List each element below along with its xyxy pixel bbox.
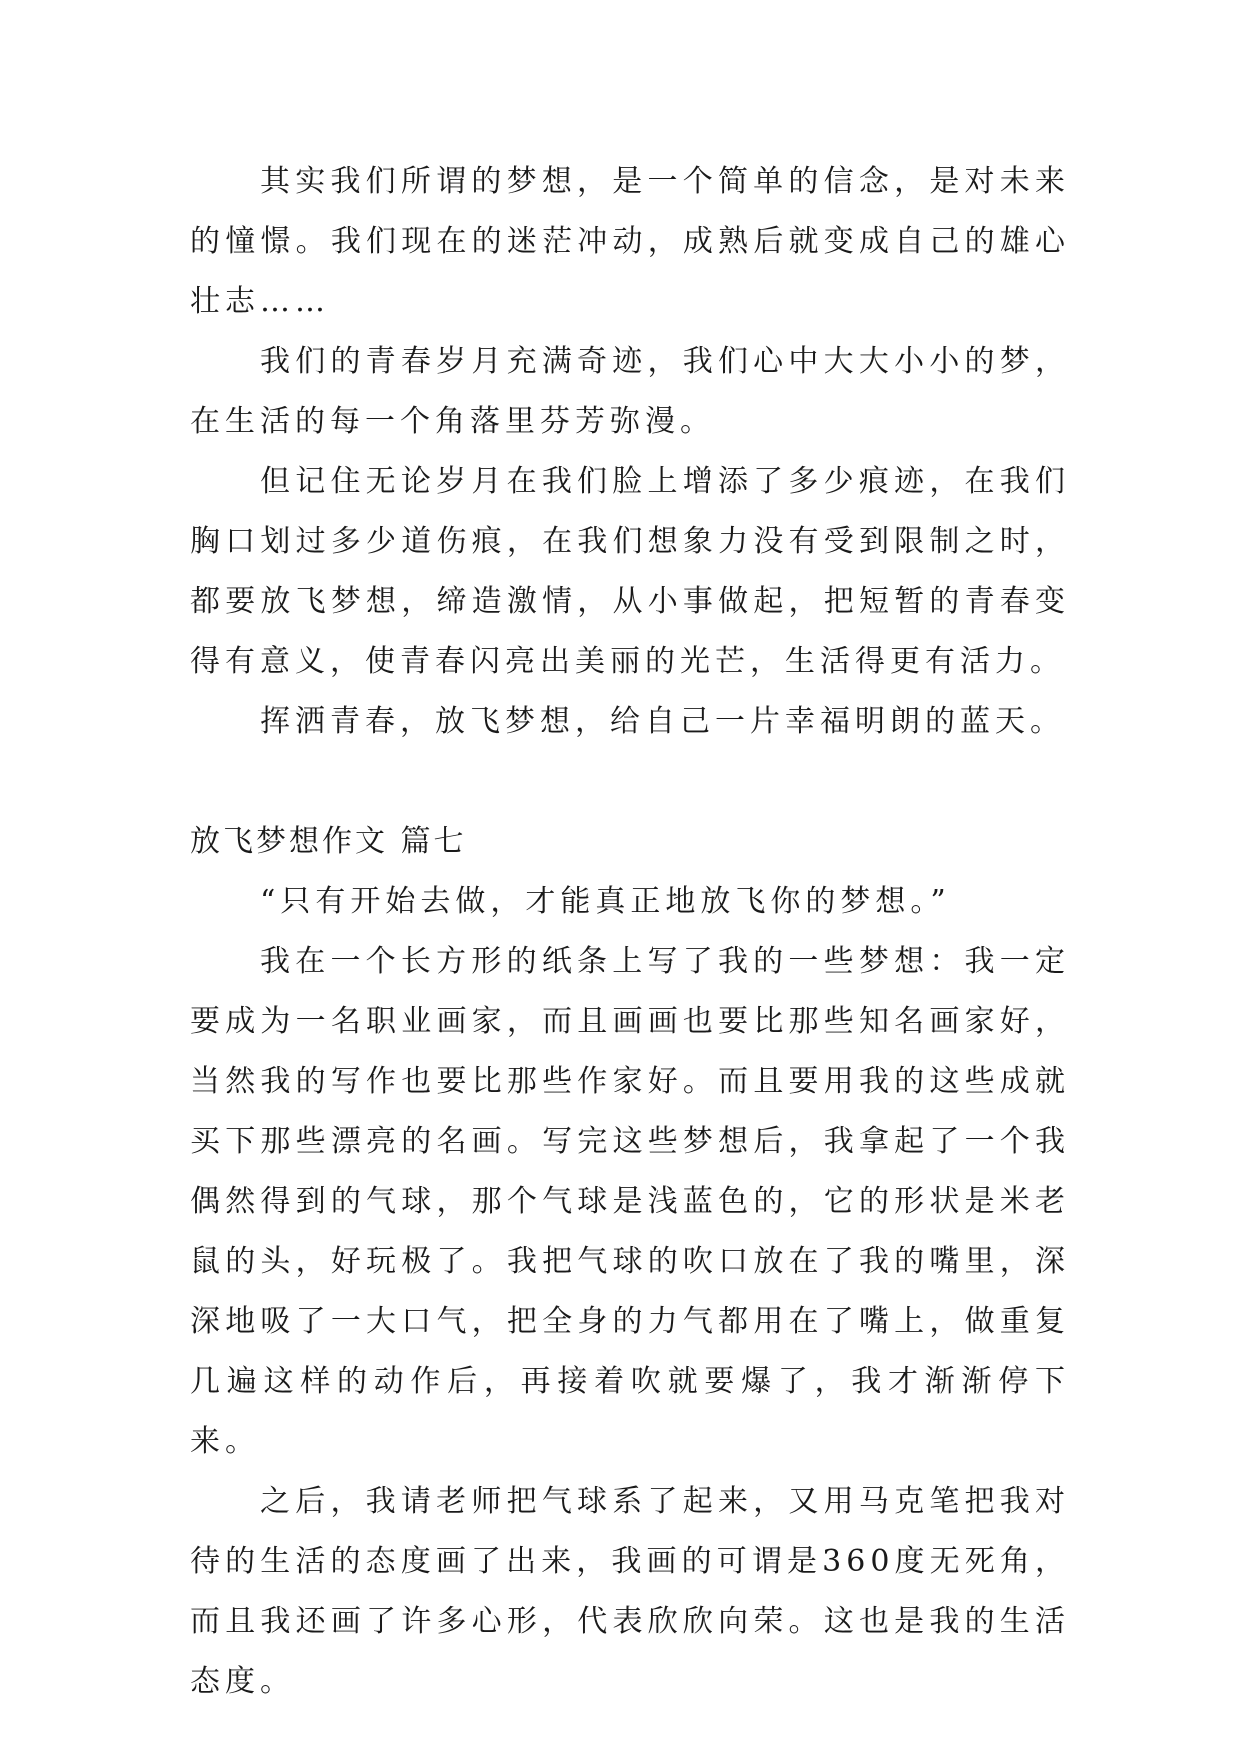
paragraph: 我在一个长方形的纸条上写了我的一些梦想：我一定要成为一名职业画家，而且画画也要比那些知名画家好，当然我的写作也要比那些作家好。而且要用我的这些成就买下那些漂亮的名画。写完这些梦想后，我拿起了一个我偶然得到的气球，那个气球是浅蓝色的，它的形状是米老鼠的头，好玩极了。我把气球的吹口放在了我的嘴里，深深地吸了一大口气，把全身的力气都用在了嘴上，做重复几遍这样的动作后，再接着吹就要爆了，我才渐渐停下来。 (190, 944, 1070, 1459)
document-page (190, 152, 1070, 1712)
section-heading: 放飞梦想作文 篇七 (190, 824, 467, 859)
paragraph: 我们的青春岁月充满奇迹，我们心中大大小小的梦，在生活的每一个角落里芬芳弥漫。 (190, 344, 1070, 439)
paragraph: 其实我们所谓的梦想，是一个简单的信念，是对未来的憧憬。我们现在的迷茫冲动，成熟后就变成自己的雄心壮志…… (190, 164, 1070, 319)
paragraph: “只有开始去做，才能真正地放飞你的梦想。” (260, 884, 951, 919)
section-spacer (190, 752, 1070, 812)
paragraph: 挥洒青春，放飞梦想，给自己一片幸福明朗的蓝天。 (260, 704, 1065, 739)
paragraph: 之后，我请老师把气球系了起来，又用马克笔把我对待的生活的态度画了出来，我画的可谓是360度无死角，而且我还画了许多心形，代表欣欣向荣。这也是我的生活态度。 (190, 1484, 1070, 1699)
paragraph: 但记住无论岁月在我们脸上增添了多少痕迹，在我们胸口划过多少道伤痕，在我们想象力没有受到限制之时，都要放飞梦想，缔造激情，从小事做起，把短暂的青春变得有意义，使青春闪亮出美丽的光芒，生活得更有活力。 (190, 464, 1070, 679)
